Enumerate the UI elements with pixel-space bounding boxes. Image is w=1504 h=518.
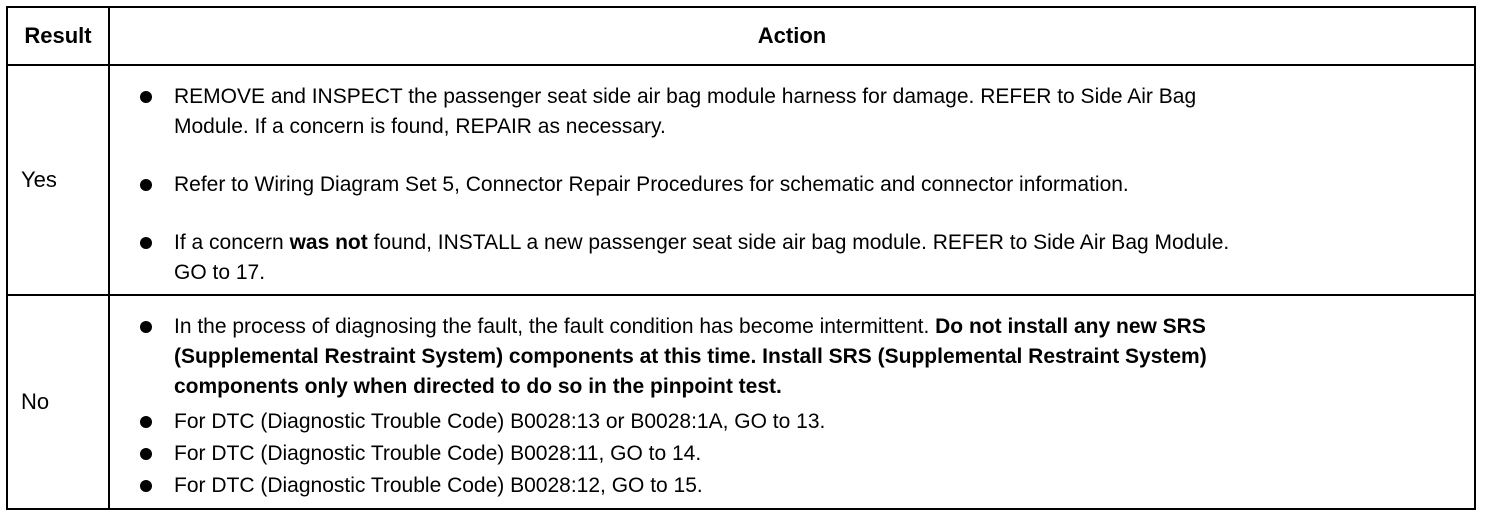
list-item-text <box>174 471 1454 501</box>
result-cell-yes <box>8 66 110 294</box>
bullet-icon <box>140 179 152 191</box>
list-item-line <box>174 228 1454 258</box>
list-item-line: Refer to Wiring Diagram Set 5, Connector Repair Procedures for schematic and connector information. <box>174 173 1129 196</box>
list-item-text <box>174 439 1454 469</box>
text-segment: found, INSTALL a new passenger seat side air bag module. REFER to Side Air Bag Module. <box>367 231 1230 254</box>
list-item-line: For DTC (Diagnostic Trouble Code) B0028:12, GO to 15. <box>174 474 703 497</box>
list-item-line <box>174 372 1454 402</box>
bullet-icon <box>140 416 152 428</box>
action-cell-yes <box>110 66 1474 294</box>
table-header-row <box>8 8 1474 66</box>
list-item-text <box>174 312 1454 402</box>
bullet-icon <box>140 480 152 492</box>
header-result-label: Result <box>24 23 92 48</box>
header-action-label: Action <box>757 23 827 48</box>
emphasis-text: Do not install any new SRS <box>935 315 1206 338</box>
list-item-text <box>174 407 1454 437</box>
result-yes-label: Yes <box>21 167 57 192</box>
header-result <box>8 8 110 64</box>
list-item-line <box>174 342 1454 372</box>
list-item-text <box>174 82 1454 142</box>
list-item-line: REMOVE and INSPECT the passenger seat side air bag module harness for damage. REFER to Side Air Bag <box>174 85 1197 108</box>
result-no-label: No <box>21 389 50 414</box>
table-row-yes <box>8 66 1474 296</box>
list-item-line: For DTC (Diagnostic Trouble Code) B0028:11, GO to 14. <box>174 442 702 465</box>
table-row-no <box>8 296 1474 508</box>
emphasis-text: (Supplemental Restraint System) components at this time. Install SRS (Supplemental Restraint System) <box>174 345 1207 368</box>
emphasis-text: components only when directed to do so in the pinpoint test. <box>174 375 782 398</box>
bullet-icon <box>140 91 152 103</box>
result-cell-no <box>8 296 110 508</box>
text-segment: In the process of diagnosing the fault, the fault condition has become intermittent. <box>174 315 936 338</box>
list-item-line <box>174 312 1454 342</box>
bullet-icon <box>140 448 152 460</box>
text-segment: If a concern <box>174 231 290 254</box>
bullet-icon <box>140 237 152 249</box>
emphasis-text: was not <box>289 231 368 254</box>
list-item-text <box>174 170 1454 200</box>
list-item-line: GO to 17. <box>174 261 266 284</box>
list-item-line: For DTC (Diagnostic Trouble Code) B0028:13 or B0028:1A, GO to 13. <box>174 410 826 433</box>
header-action <box>110 8 1474 64</box>
bullet-icon <box>140 321 152 333</box>
list-item-line: Module. If a concern is found, REPAIR as necessary. <box>174 115 666 138</box>
list-item-text <box>174 228 1454 288</box>
result-action-table <box>6 6 1476 510</box>
action-cell-no <box>110 296 1474 508</box>
